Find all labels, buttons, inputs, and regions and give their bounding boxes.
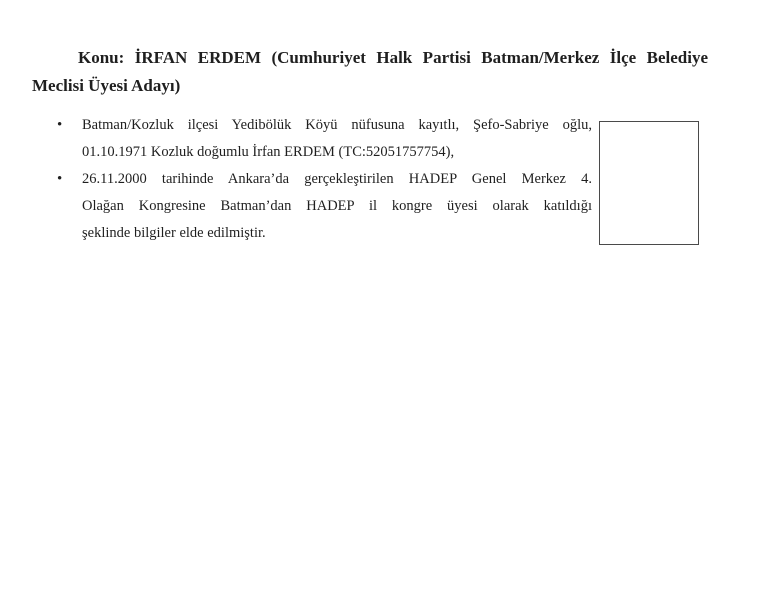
subject-heading-line-1: Konu: İRFAN ERDEM (Cumhuriyet Halk Partisi Batman/Merkez İlçe Belediye bbox=[78, 48, 708, 67]
list-item bbox=[57, 166, 592, 247]
subject-heading-line-2: Meclisi Üyesi Adayı) bbox=[32, 76, 181, 95]
list-item-text-line: şeklinde bilgiler elde edilmiştir. bbox=[82, 225, 266, 241]
list-item bbox=[57, 112, 592, 166]
photo-placeholder-box bbox=[599, 121, 699, 245]
bullet-icon: • bbox=[57, 171, 63, 187]
list-item-text-line: 01.10.1971 Kozluk doğumlu İrfan ERDEM (TC:52051757754), bbox=[82, 144, 455, 160]
list-item-text-line: Batman/Kozluk ilçesi Yedibölük Köyü nüfusuna kayıtlı, Şefo-Sabriye oğlu, bbox=[82, 117, 592, 133]
list-item-text-line: 26.11.2000 tarihinde Ankara’da gerçekleştirilen HADEP Genel Merkez 4. bbox=[82, 171, 592, 187]
list-item-text-line: Olağan Kongresine Batman’dan HADEP il kongre üyesi olarak katıldığı bbox=[82, 198, 592, 214]
bullet-icon: • bbox=[57, 117, 63, 133]
bullet-list bbox=[57, 112, 592, 247]
subject-heading bbox=[32, 44, 708, 100]
